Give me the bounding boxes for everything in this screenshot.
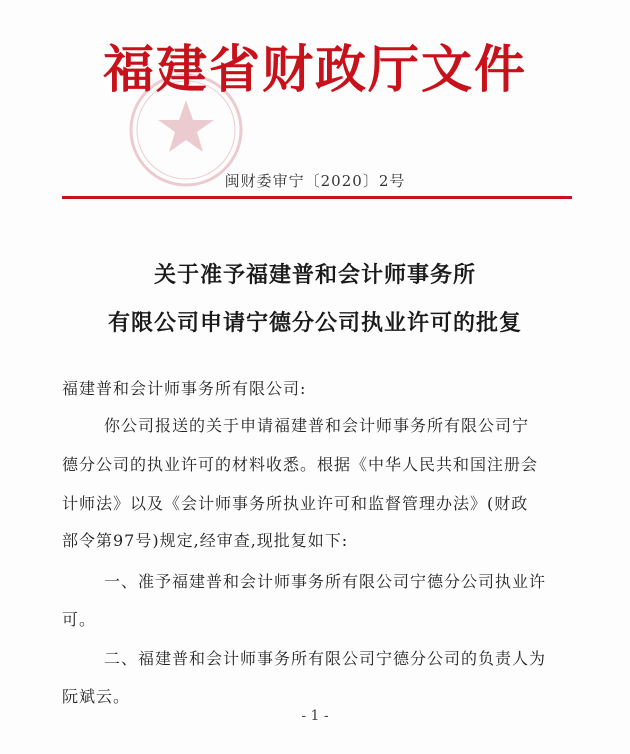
body-line: 二、福建普和会计师事务所有限公司宁德分公司的负责人为 (104, 649, 547, 668)
document-title-line-2: 有限公司申请宁德分公司执业许可的批复 (107, 310, 522, 336)
body-line: 可。 (62, 610, 97, 629)
document-title-line-1: 关于准予福建普和会计师事务所 (153, 262, 476, 288)
body-line: 部令第97号)规定,经审查,现批复如下: (62, 531, 349, 550)
body-line: 一、准予福建普和会计师事务所有限公司宁德分公司执业许 (104, 572, 547, 591)
body-line: 德分公司的执业许可的材料收悉。根据《中华人民共和国注册会 (62, 455, 539, 474)
body-line: 你公司报送的关于申请福建普和会计师事务所有限公司宁 (104, 416, 530, 435)
body-line: 计师法》以及《会计师事务所执业许可和监督管理办法》(财政 (62, 494, 529, 513)
red-divider-line (62, 196, 572, 199)
issuer-header: 福建省财政厅文件 (102, 40, 527, 100)
page-number: - 1 - (301, 708, 329, 724)
body-line: 阮斌云。 (62, 687, 131, 706)
document-number: 闽财委审宁〔2020〕2号 (224, 172, 406, 190)
salutation: 福建普和会计师事务所有限公司: (62, 379, 307, 398)
